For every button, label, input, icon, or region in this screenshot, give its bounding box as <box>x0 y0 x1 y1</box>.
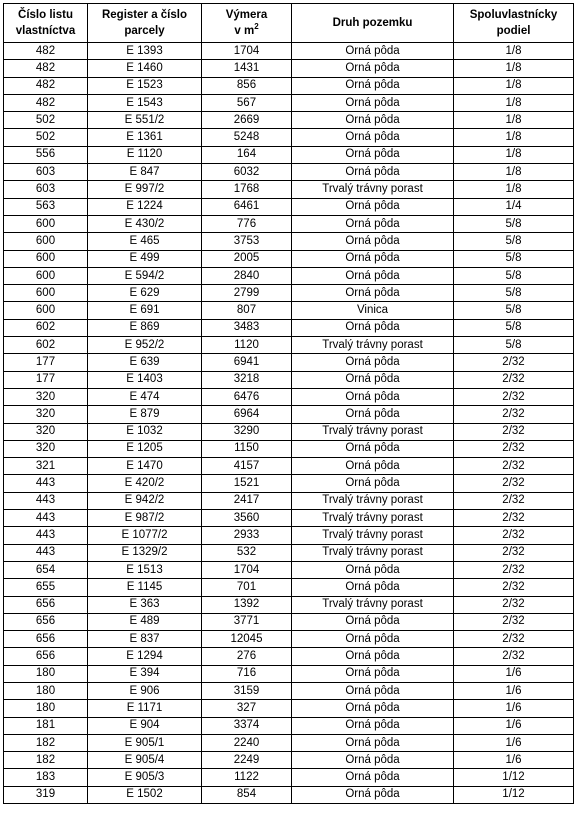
cell-register-parcel: E 1460 <box>88 60 202 77</box>
cell-register-parcel: E 997/2 <box>88 181 202 198</box>
cell-register-parcel: E 1120 <box>88 146 202 163</box>
cell-register-parcel: E 639 <box>88 354 202 371</box>
table-row <box>4 181 574 198</box>
cell-land-type: Orná pôda <box>292 267 454 284</box>
table-row <box>4 371 574 388</box>
cell-co-ownership-share: 2/32 <box>454 354 574 371</box>
table-row <box>4 146 574 163</box>
cell-land-type: Trvalý trávny porast <box>292 544 454 561</box>
cell-land-type: Orná pôda <box>292 146 454 163</box>
cell-co-ownership-share: 2/32 <box>454 475 574 492</box>
cell-land-type: Trvalý trávny porast <box>292 596 454 613</box>
cell-register-parcel: E 1470 <box>88 458 202 475</box>
cell-co-ownership-share: 2/32 <box>454 440 574 457</box>
cell-register-parcel: E 1171 <box>88 700 202 717</box>
cell-area: 1431 <box>202 60 292 77</box>
cell-co-ownership-share: 1/6 <box>454 665 574 682</box>
cell-register-parcel: E 489 <box>88 613 202 630</box>
cell-register-parcel: E 1032 <box>88 423 202 440</box>
header-row <box>4 4 574 43</box>
cell-register-parcel: E 551/2 <box>88 112 202 129</box>
table-row <box>4 198 574 215</box>
cell-co-ownership-share: 5/8 <box>454 267 574 284</box>
cell-co-ownership-share: 5/8 <box>454 250 574 267</box>
table-row <box>4 544 574 561</box>
cell-land-type: Trvalý trávny porast <box>292 423 454 440</box>
cell-co-ownership-share: 2/32 <box>454 423 574 440</box>
table-row <box>4 631 574 648</box>
cell-register-parcel: E 1077/2 <box>88 527 202 544</box>
cell-register-parcel: E 430/2 <box>88 215 202 232</box>
cell-land-type: Orná pôda <box>292 233 454 250</box>
cell-ownership-sheet-number: 600 <box>4 250 88 267</box>
table-row <box>4 129 574 146</box>
cell-land-type: Orná pôda <box>292 319 454 336</box>
cell-ownership-sheet-number: 600 <box>4 302 88 319</box>
cell-register-parcel: E 420/2 <box>88 475 202 492</box>
cell-ownership-sheet-number: 482 <box>4 60 88 77</box>
cell-ownership-sheet-number: 600 <box>4 233 88 250</box>
cell-co-ownership-share: 1/12 <box>454 769 574 786</box>
cell-co-ownership-share: 5/8 <box>454 302 574 319</box>
cell-register-parcel: E 1393 <box>88 43 202 60</box>
cell-area: 164 <box>202 146 292 163</box>
cell-area: 807 <box>202 302 292 319</box>
cell-co-ownership-share: 1/6 <box>454 700 574 717</box>
cell-register-parcel: E 1361 <box>88 129 202 146</box>
table-row <box>4 250 574 267</box>
cell-register-parcel: E 942/2 <box>88 492 202 509</box>
cell-co-ownership-share: 1/12 <box>454 786 574 803</box>
cell-ownership-sheet-number: 556 <box>4 146 88 163</box>
cell-register-parcel: E 1329/2 <box>88 544 202 561</box>
cell-ownership-sheet-number: 655 <box>4 579 88 596</box>
table-row <box>4 94 574 111</box>
cell-ownership-sheet-number: 656 <box>4 648 88 665</box>
cell-land-type: Orná pôda <box>292 717 454 734</box>
cell-land-type: Trvalý trávny porast <box>292 510 454 527</box>
cell-register-parcel: E 691 <box>88 302 202 319</box>
cell-land-type: Orná pôda <box>292 215 454 232</box>
cell-land-type: Trvalý trávny porast <box>292 337 454 354</box>
table-row <box>4 164 574 181</box>
cell-area: 327 <box>202 700 292 717</box>
cell-ownership-sheet-number: 320 <box>4 423 88 440</box>
cell-area: 2840 <box>202 267 292 284</box>
cell-area: 6032 <box>202 164 292 181</box>
cell-ownership-sheet-number: 443 <box>4 527 88 544</box>
cell-co-ownership-share: 2/32 <box>454 596 574 613</box>
cell-co-ownership-share: 1/6 <box>454 682 574 699</box>
cell-land-type: Orná pôda <box>292 752 454 769</box>
cell-co-ownership-share: 5/8 <box>454 215 574 232</box>
cell-ownership-sheet-number: 654 <box>4 561 88 578</box>
cell-co-ownership-share: 1/8 <box>454 77 574 94</box>
cell-register-parcel: E 905/1 <box>88 734 202 751</box>
cell-co-ownership-share: 1/8 <box>454 94 574 111</box>
table-row <box>4 579 574 596</box>
cell-ownership-sheet-number: 443 <box>4 475 88 492</box>
table-row <box>4 267 574 284</box>
cell-land-type: Orná pôda <box>292 786 454 803</box>
table-row <box>4 423 574 440</box>
table-row <box>4 285 574 302</box>
cell-area: 1704 <box>202 561 292 578</box>
table-row <box>4 492 574 509</box>
cell-ownership-sheet-number: 600 <box>4 215 88 232</box>
cell-area: 6476 <box>202 388 292 405</box>
cell-area: 2799 <box>202 285 292 302</box>
cell-ownership-sheet-number: 603 <box>4 181 88 198</box>
cell-area: 3483 <box>202 319 292 336</box>
table-header <box>4 4 574 43</box>
cell-co-ownership-share: 5/8 <box>454 233 574 250</box>
header-register-parcel: Register a číslo parcely <box>88 4 202 43</box>
cell-co-ownership-share: 2/32 <box>454 544 574 561</box>
cell-ownership-sheet-number: 319 <box>4 786 88 803</box>
cell-land-type: Orná pôda <box>292 43 454 60</box>
table-row <box>4 233 574 250</box>
cell-co-ownership-share: 2/32 <box>454 527 574 544</box>
table-row <box>4 319 574 336</box>
cell-area: 6461 <box>202 198 292 215</box>
cell-area: 567 <box>202 94 292 111</box>
cell-co-ownership-share: 1/8 <box>454 146 574 163</box>
cell-ownership-sheet-number: 502 <box>4 112 88 129</box>
cell-land-type: Orná pôda <box>292 579 454 596</box>
cell-land-type: Orná pôda <box>292 371 454 388</box>
table-row <box>4 406 574 423</box>
table-row <box>4 354 574 371</box>
cell-ownership-sheet-number: 320 <box>4 440 88 457</box>
cell-land-type: Orná pôda <box>292 561 454 578</box>
cell-ownership-sheet-number: 321 <box>4 458 88 475</box>
cell-area: 1150 <box>202 440 292 457</box>
table-row <box>4 388 574 405</box>
cell-register-parcel: E 1543 <box>88 94 202 111</box>
cell-land-type: Orná pôda <box>292 198 454 215</box>
cell-area: 856 <box>202 77 292 94</box>
cell-register-parcel: E 869 <box>88 319 202 336</box>
cell-register-parcel: E 1403 <box>88 371 202 388</box>
cell-area: 2240 <box>202 734 292 751</box>
cell-land-type: Orná pôda <box>292 77 454 94</box>
cell-co-ownership-share: 2/32 <box>454 371 574 388</box>
table-row <box>4 527 574 544</box>
table-row <box>4 682 574 699</box>
cell-area: 701 <box>202 579 292 596</box>
cell-register-parcel: E 904 <box>88 717 202 734</box>
cell-ownership-sheet-number: 177 <box>4 354 88 371</box>
table-row <box>4 717 574 734</box>
table-row <box>4 700 574 717</box>
cell-area: 6964 <box>202 406 292 423</box>
cell-ownership-sheet-number: 603 <box>4 164 88 181</box>
cell-land-type: Vinica <box>292 302 454 319</box>
cell-co-ownership-share: 1/6 <box>454 752 574 769</box>
land-parcels-table <box>3 3 574 804</box>
cell-land-type: Orná pôda <box>292 164 454 181</box>
cell-co-ownership-share: 2/32 <box>454 561 574 578</box>
cell-land-type: Orná pôda <box>292 285 454 302</box>
cell-ownership-sheet-number: 600 <box>4 267 88 284</box>
cell-register-parcel: E 987/2 <box>88 510 202 527</box>
cell-ownership-sheet-number: 482 <box>4 77 88 94</box>
cell-area: 2249 <box>202 752 292 769</box>
cell-register-parcel: E 629 <box>88 285 202 302</box>
cell-area: 2005 <box>202 250 292 267</box>
cell-ownership-sheet-number: 602 <box>4 337 88 354</box>
cell-area: 1120 <box>202 337 292 354</box>
cell-ownership-sheet-number: 180 <box>4 665 88 682</box>
cell-register-parcel: E 1145 <box>88 579 202 596</box>
cell-land-type: Orná pôda <box>292 700 454 717</box>
cell-ownership-sheet-number: 320 <box>4 388 88 405</box>
cell-co-ownership-share: 1/6 <box>454 717 574 734</box>
cell-land-type: Orná pôda <box>292 129 454 146</box>
cell-area: 4157 <box>202 458 292 475</box>
cell-ownership-sheet-number: 443 <box>4 544 88 561</box>
cell-area: 3560 <box>202 510 292 527</box>
cell-ownership-sheet-number: 602 <box>4 319 88 336</box>
cell-co-ownership-share: 2/32 <box>454 406 574 423</box>
cell-register-parcel: E 1224 <box>88 198 202 215</box>
cell-area: 3753 <box>202 233 292 250</box>
cell-register-parcel: E 906 <box>88 682 202 699</box>
table-row <box>4 302 574 319</box>
cell-land-type: Trvalý trávny porast <box>292 181 454 198</box>
table-row <box>4 752 574 769</box>
cell-land-type: Orná pôda <box>292 665 454 682</box>
cell-area: 716 <box>202 665 292 682</box>
table-row <box>4 510 574 527</box>
cell-register-parcel: E 1205 <box>88 440 202 457</box>
cell-land-type: Orná pôda <box>292 60 454 77</box>
table-row <box>4 215 574 232</box>
cell-land-type: Orná pôda <box>292 250 454 267</box>
table-body <box>4 43 574 804</box>
cell-area: 1122 <box>202 769 292 786</box>
cell-co-ownership-share: 1/8 <box>454 129 574 146</box>
cell-area: 2669 <box>202 112 292 129</box>
cell-land-type: Orná pôda <box>292 112 454 129</box>
cell-ownership-sheet-number: 180 <box>4 682 88 699</box>
cell-land-type: Orná pôda <box>292 475 454 492</box>
cell-area: 2417 <box>202 492 292 509</box>
cell-register-parcel: E 837 <box>88 631 202 648</box>
cell-area: 1392 <box>202 596 292 613</box>
cell-register-parcel: E 847 <box>88 164 202 181</box>
cell-area: 3771 <box>202 613 292 630</box>
cell-land-type: Orná pôda <box>292 769 454 786</box>
cell-co-ownership-share: 5/8 <box>454 337 574 354</box>
cell-ownership-sheet-number: 320 <box>4 406 88 423</box>
table-row <box>4 458 574 475</box>
cell-register-parcel: E 1294 <box>88 648 202 665</box>
cell-area: 3159 <box>202 682 292 699</box>
cell-register-parcel: E 394 <box>88 665 202 682</box>
cell-area: 1768 <box>202 181 292 198</box>
cell-ownership-sheet-number: 502 <box>4 129 88 146</box>
cell-area: 2933 <box>202 527 292 544</box>
cell-co-ownership-share: 5/8 <box>454 285 574 302</box>
cell-land-type: Orná pôda <box>292 613 454 630</box>
table-row <box>4 613 574 630</box>
cell-co-ownership-share: 2/32 <box>454 579 574 596</box>
cell-ownership-sheet-number: 183 <box>4 769 88 786</box>
table-row <box>4 561 574 578</box>
cell-area: 1704 <box>202 43 292 60</box>
cell-co-ownership-share: 1/8 <box>454 60 574 77</box>
cell-area: 3290 <box>202 423 292 440</box>
table-row <box>4 596 574 613</box>
cell-area: 1521 <box>202 475 292 492</box>
table-row <box>4 665 574 682</box>
table-row <box>4 786 574 803</box>
cell-ownership-sheet-number: 181 <box>4 717 88 734</box>
cell-co-ownership-share: 2/32 <box>454 492 574 509</box>
cell-register-parcel: E 474 <box>88 388 202 405</box>
cell-co-ownership-share: 1/8 <box>454 181 574 198</box>
cell-land-type: Orná pôda <box>292 406 454 423</box>
cell-ownership-sheet-number: 443 <box>4 510 88 527</box>
table-row <box>4 60 574 77</box>
cell-area: 12045 <box>202 631 292 648</box>
cell-area: 3218 <box>202 371 292 388</box>
cell-land-type: Orná pôda <box>292 388 454 405</box>
cell-ownership-sheet-number: 182 <box>4 734 88 751</box>
cell-co-ownership-share: 2/32 <box>454 458 574 475</box>
table-row <box>4 337 574 354</box>
table-row <box>4 77 574 94</box>
cell-ownership-sheet-number: 482 <box>4 94 88 111</box>
cell-register-parcel: E 952/2 <box>88 337 202 354</box>
cell-ownership-sheet-number: 656 <box>4 631 88 648</box>
table-row <box>4 440 574 457</box>
cell-co-ownership-share: 5/8 <box>454 319 574 336</box>
cell-land-type: Trvalý trávny porast <box>292 492 454 509</box>
cell-area: 854 <box>202 786 292 803</box>
cell-area: 532 <box>202 544 292 561</box>
cell-area: 6941 <box>202 354 292 371</box>
cell-co-ownership-share: 1/8 <box>454 43 574 60</box>
cell-ownership-sheet-number: 563 <box>4 198 88 215</box>
cell-register-parcel: E 465 <box>88 233 202 250</box>
cell-land-type: Orná pôda <box>292 458 454 475</box>
cell-ownership-sheet-number: 443 <box>4 492 88 509</box>
cell-land-type: Trvalý trávny porast <box>292 527 454 544</box>
cell-ownership-sheet-number: 656 <box>4 613 88 630</box>
cell-co-ownership-share: 2/32 <box>454 510 574 527</box>
cell-ownership-sheet-number: 600 <box>4 285 88 302</box>
cell-area: 276 <box>202 648 292 665</box>
table-row <box>4 475 574 492</box>
cell-ownership-sheet-number: 180 <box>4 700 88 717</box>
cell-ownership-sheet-number: 182 <box>4 752 88 769</box>
table-row <box>4 734 574 751</box>
cell-register-parcel: E 1513 <box>88 561 202 578</box>
cell-area: 776 <box>202 215 292 232</box>
header-land-type: Druh pozemku <box>292 4 454 43</box>
cell-register-parcel: E 905/3 <box>88 769 202 786</box>
cell-register-parcel: E 1523 <box>88 77 202 94</box>
cell-land-type: Orná pôda <box>292 440 454 457</box>
table-row <box>4 769 574 786</box>
cell-register-parcel: E 905/4 <box>88 752 202 769</box>
cell-land-type: Orná pôda <box>292 354 454 371</box>
cell-co-ownership-share: 1/6 <box>454 734 574 751</box>
cell-co-ownership-share: 2/32 <box>454 648 574 665</box>
table-row <box>4 43 574 60</box>
cell-co-ownership-share: 2/32 <box>454 388 574 405</box>
cell-area: 3374 <box>202 717 292 734</box>
cell-register-parcel: E 363 <box>88 596 202 613</box>
cell-co-ownership-share: 1/8 <box>454 112 574 129</box>
cell-land-type: Orná pôda <box>292 734 454 751</box>
header-ownership-sheet-number: Číslo listu vlastníctva <box>4 4 88 43</box>
table-row <box>4 648 574 665</box>
cell-area: 5248 <box>202 129 292 146</box>
cell-ownership-sheet-number: 177 <box>4 371 88 388</box>
cell-register-parcel: E 879 <box>88 406 202 423</box>
cell-ownership-sheet-number: 656 <box>4 596 88 613</box>
cell-land-type: Orná pôda <box>292 682 454 699</box>
cell-co-ownership-share: 2/32 <box>454 613 574 630</box>
header-co-ownership-share: Spoluvlastnícky podiel <box>454 4 574 43</box>
table-row <box>4 112 574 129</box>
cell-land-type: Orná pôda <box>292 94 454 111</box>
cell-co-ownership-share: 1/8 <box>454 164 574 181</box>
cell-land-type: Orná pôda <box>292 631 454 648</box>
cell-land-type: Orná pôda <box>292 648 454 665</box>
header-area: Výmera v $m^2$ <box>202 4 292 43</box>
cell-ownership-sheet-number: 482 <box>4 43 88 60</box>
cell-register-parcel: E 594/2 <box>88 267 202 284</box>
cell-co-ownership-share: 1/4 <box>454 198 574 215</box>
cell-co-ownership-share: 2/32 <box>454 631 574 648</box>
cell-register-parcel: E 499 <box>88 250 202 267</box>
cell-register-parcel: E 1502 <box>88 786 202 803</box>
